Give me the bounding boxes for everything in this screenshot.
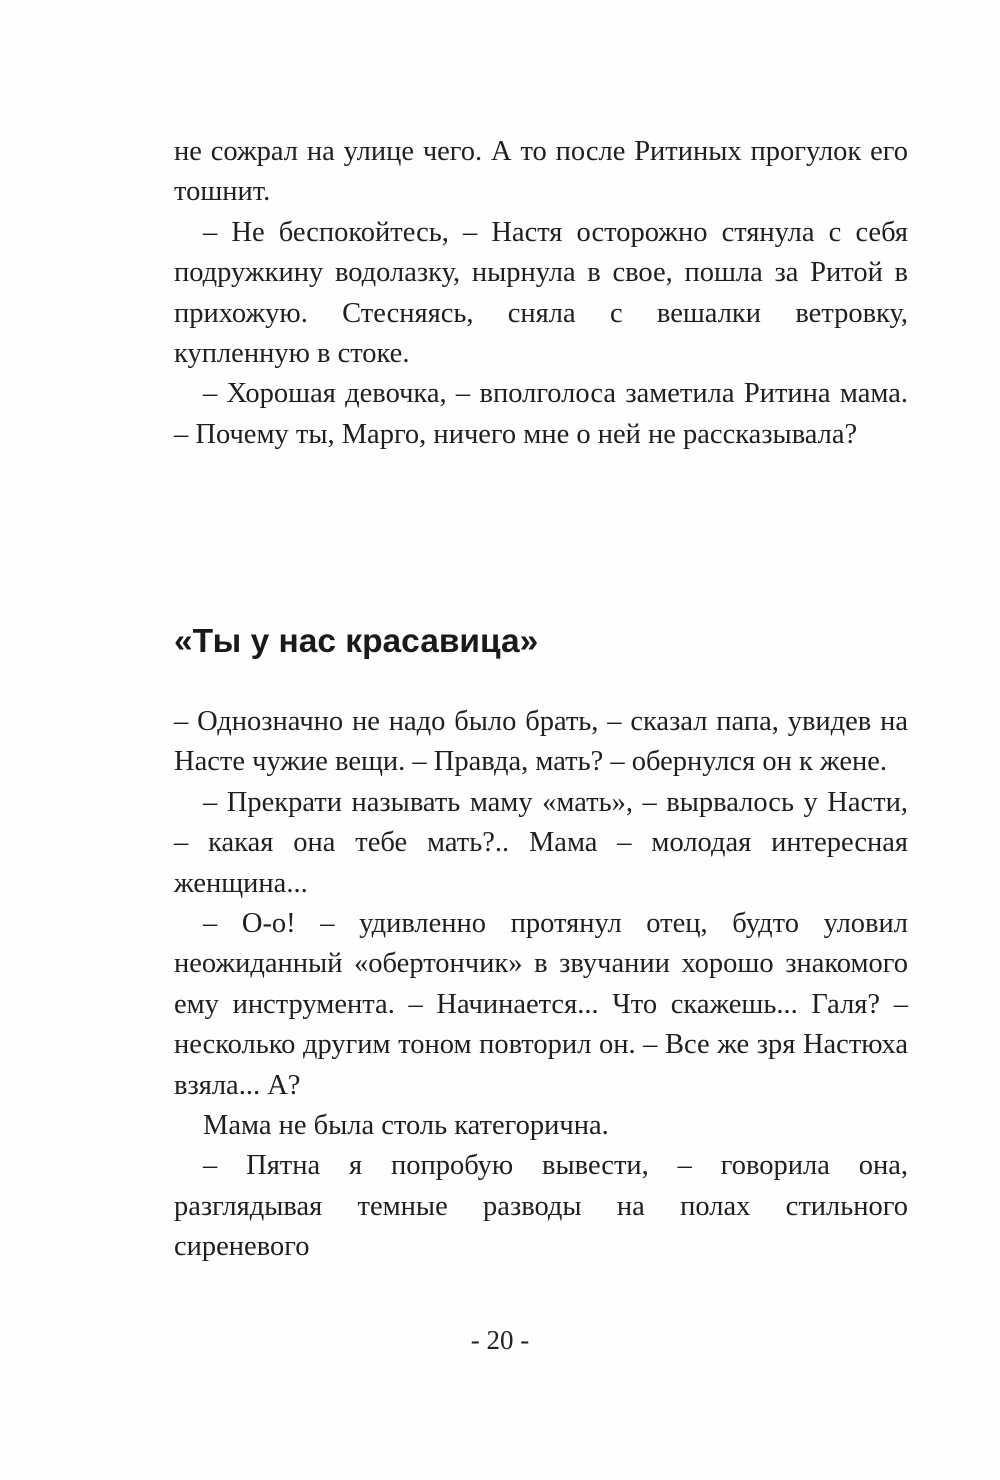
paragraph: – Пятна я попробую вывести, – говорила она, разглядывая темные разводы на полах стильного сиреневого <box>174 1150 908 1263</box>
chapter-title: «Ты у нас красавица» <box>174 623 539 660</box>
paragraph: – Прекрати называть маму «мать», – вырвалось у Насти, – какая она тебе мать?.. Мама – молодая интересная женщина... <box>174 786 908 899</box>
text-block-before-chapter <box>174 132 908 455</box>
paragraph: – Хорошая девочка, – вполголоса заметила Ритина мама. – Почему ты, Марго, ничего мне о ней не рассказывала? <box>174 378 908 450</box>
paragraph: – О-о! – удивленно протянул отец, будто уловил неожиданный «обертончик» в звучании хорошо знакомого ему инструмента. – Начинается... Что скажешь... Галя? – несколько другим тоном повторил он. – Все же зря Настюха взяла... А? <box>174 908 908 1101</box>
text-block-after-chapter <box>174 702 908 1268</box>
paragraph: – Однозначно не надо было брать, – сказал папа, увидев на Насте чужие вещи. – Правда, мать? – обернулся он к жене. <box>174 706 908 778</box>
paragraph: – Не беспокойтесь, – Настя осторожно стянула с себя подружкину водолазку, нырнула в свое, пошла за Ритой в прихожую. Стесняясь, сняла с вешалки ветровку, купленную в стоке. <box>174 216 908 370</box>
page-number: - 20 - <box>470 1325 530 1355</box>
paragraph: не сожрал на улице чего. А то после Ритиных прогулок его тошнит. <box>174 136 908 208</box>
paragraph: Мама не была столь категорична. <box>203 1110 609 1142</box>
